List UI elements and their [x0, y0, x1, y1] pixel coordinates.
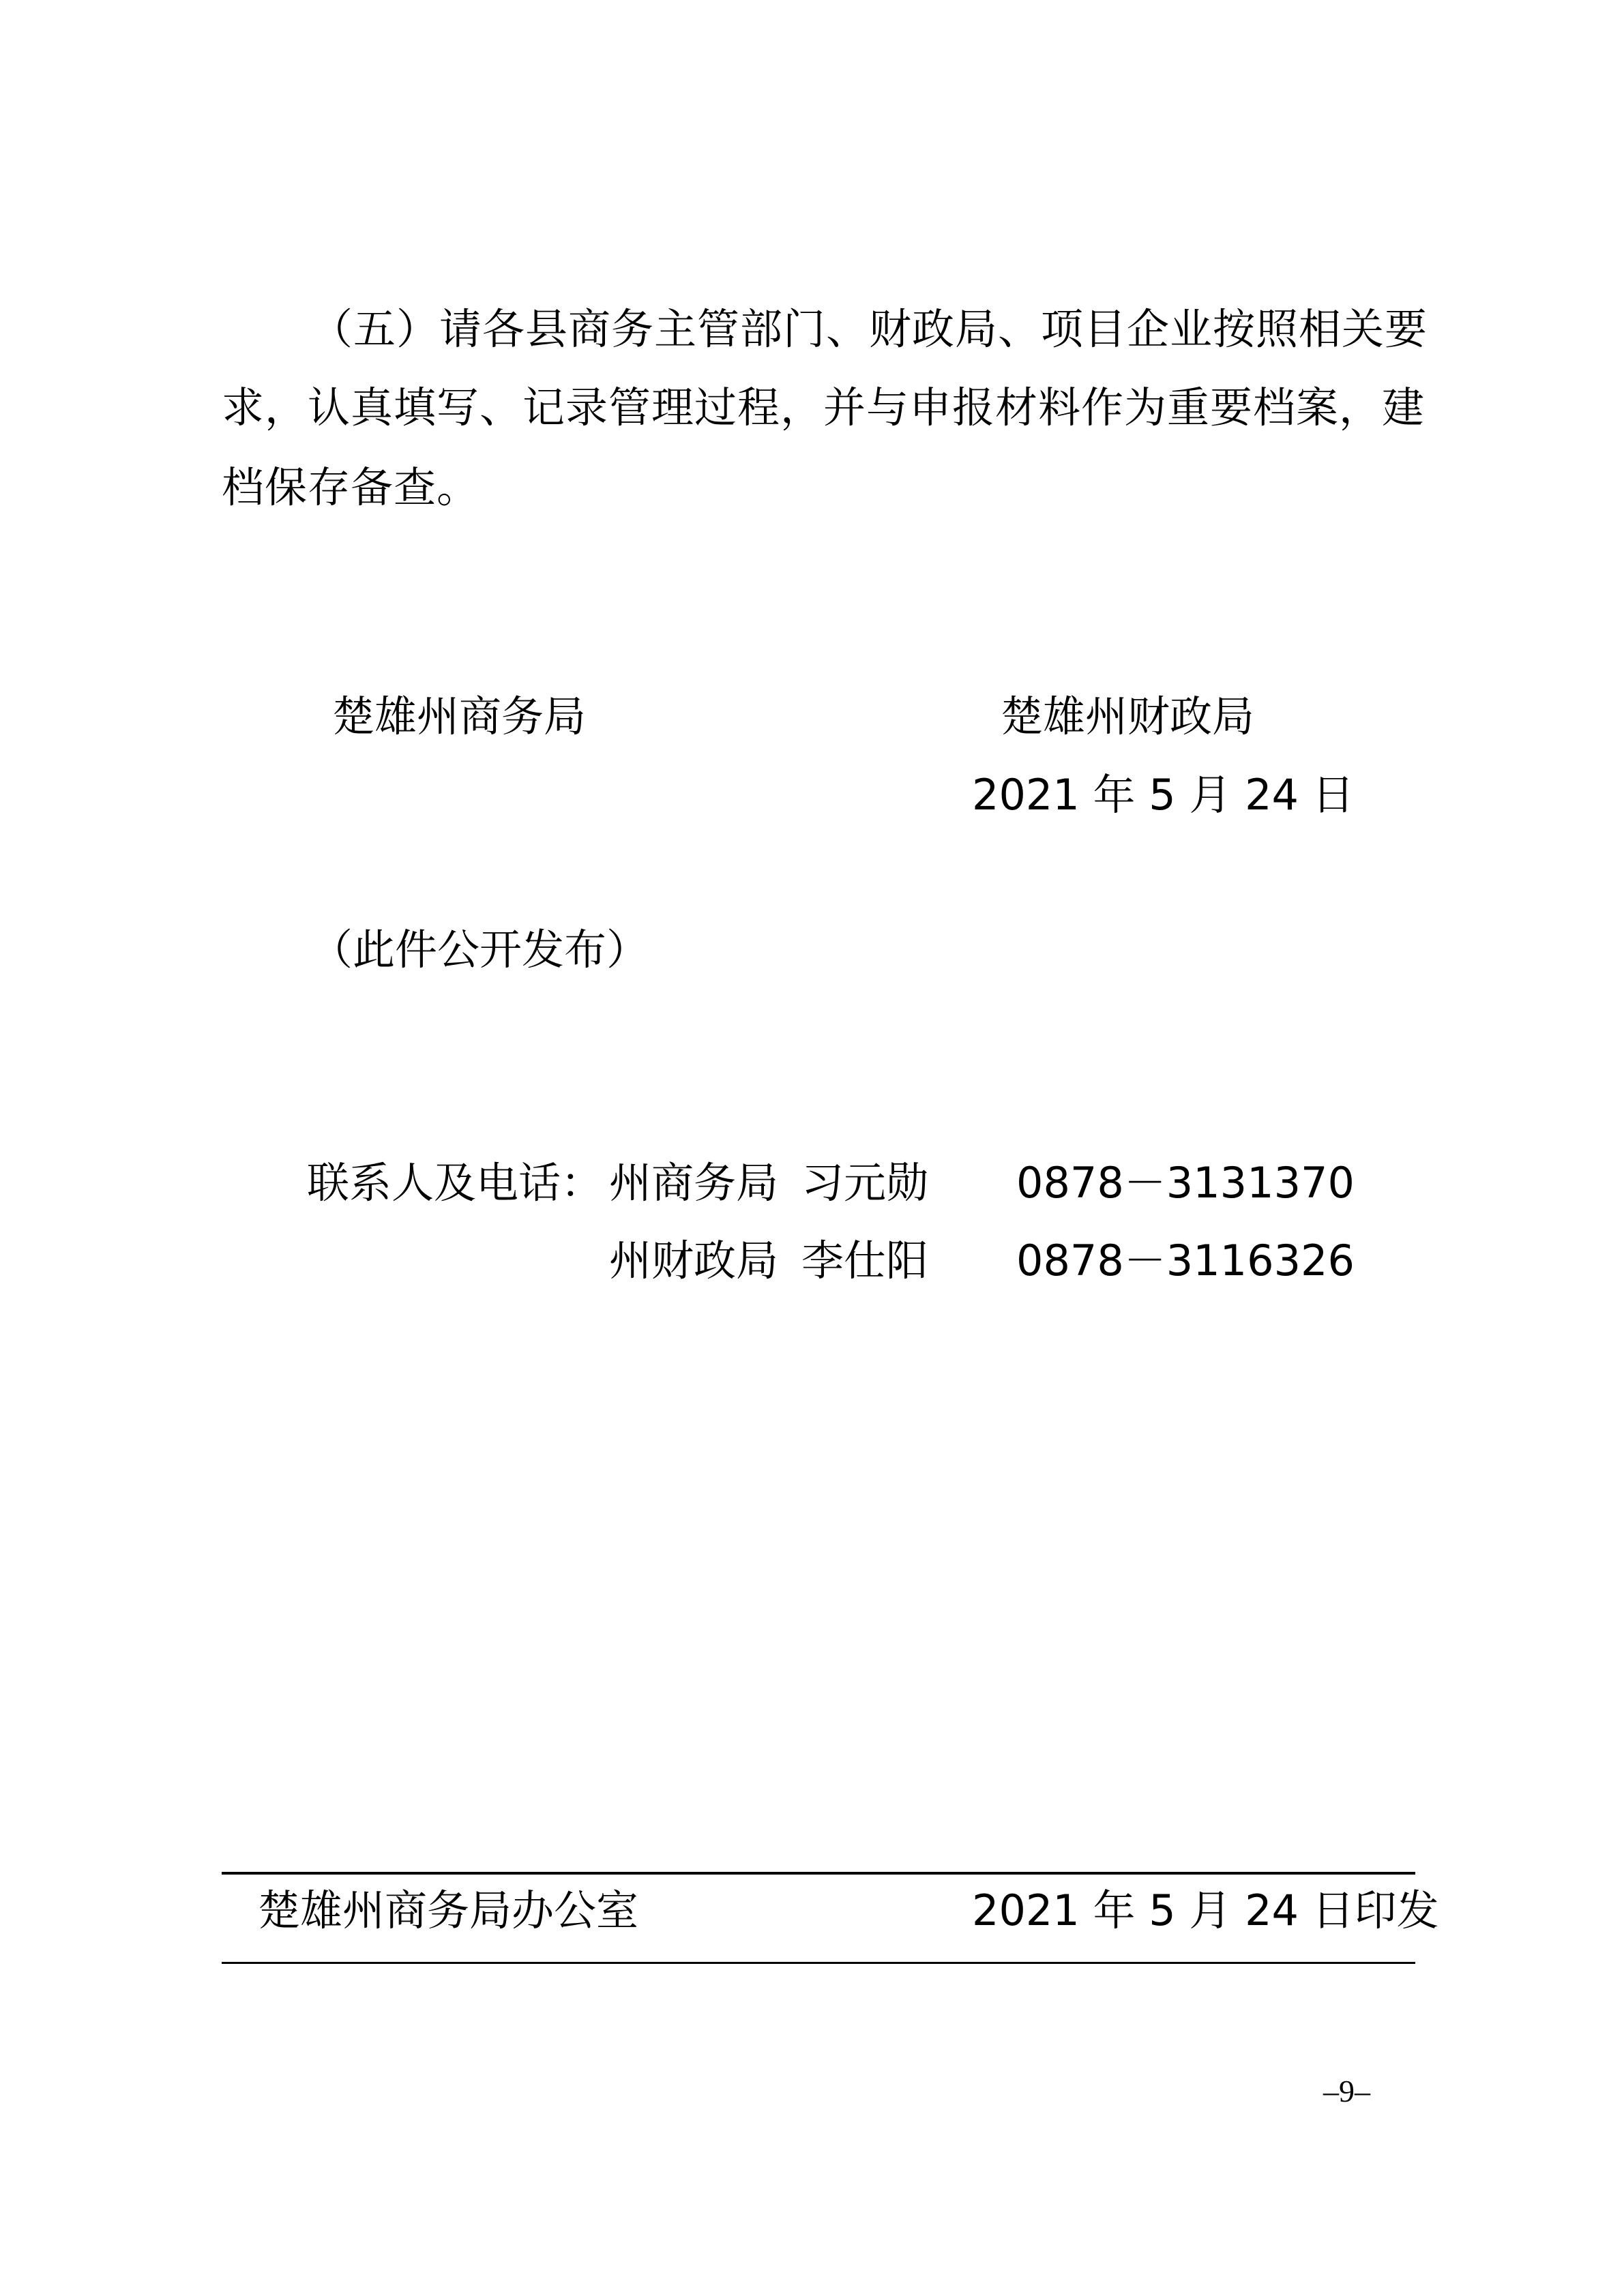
- contact-person: 李仕阳: [801, 1236, 929, 1285]
- contact-org: 州商务局: [609, 1158, 779, 1208]
- disclosure-note: （此件公开发布）: [310, 925, 649, 974]
- contact-phone: 0878－3116326: [1016, 1236, 1355, 1285]
- page-number: –9–: [1323, 2074, 1370, 2108]
- paragraph-line-2: 求，认真填写、记录管理过程，并与申报材料作为重要档案，建: [222, 383, 1426, 432]
- signature-date: 2021 年 5 月 24 日: [972, 770, 1355, 820]
- footer-issue-date: 2021 年 5 月 24 日印发: [972, 1885, 1439, 1935]
- contact-person: 习元勋: [801, 1158, 929, 1208]
- footer-bottom-rule: [222, 1962, 1415, 1964]
- footer-issuer: 楚雄州商务局办公室: [258, 1885, 639, 1935]
- paragraph-line-3: 档保存备查。: [222, 462, 480, 512]
- signature-right-org: 楚雄州财政局: [1001, 691, 1255, 741]
- paragraph-line-1: （五）请各县商务主管部门、财政局、项目企业按照相关要: [310, 304, 1428, 354]
- signature-left-org: 楚雄州商务局: [332, 691, 587, 741]
- contact-org: 州财政局: [609, 1236, 779, 1285]
- footer-top-rule: [222, 1872, 1415, 1875]
- contacts-label: 联系人及电话：: [307, 1158, 604, 1208]
- contact-phone: 0878－3131370: [1016, 1158, 1355, 1208]
